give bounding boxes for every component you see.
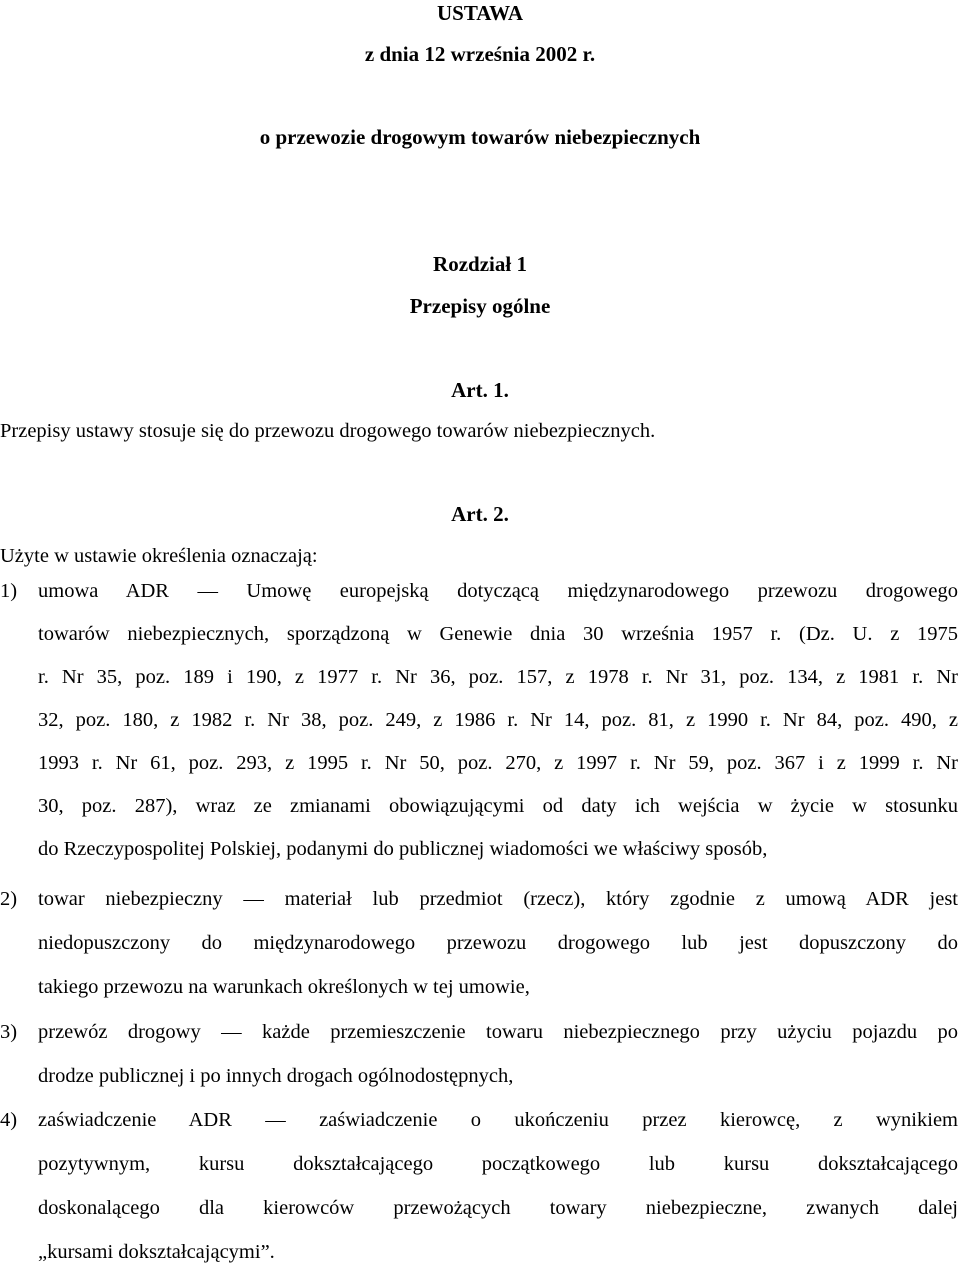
definition-line: doskonalącego dla kierowców przewożących towary niebezpieczne, zwanych dalej (38, 1197, 958, 1219)
definition-line: 30, poz. 287), wraz ze zmianami obowiązującymi od daty ich wejścia w życie w stosunku (38, 795, 958, 817)
act-title: o przewozie drogowym towarów niebezpiecznych (259, 125, 701, 149)
article-2-intro: Użyte w ustawie określenia oznaczają: (0, 545, 318, 567)
definition-line: do Rzeczypospolitej Polskiej, podanymi do publicznej wiadomości we właściwy sposób, (38, 838, 768, 860)
definition-number: 1) (0, 580, 18, 602)
act-date: z dnia 12 września 2002 r. (364, 42, 596, 66)
definition-line: zaświadczenie ADR — zaświadczenie o ukończeniu przez kierowcę, z wynikiem (38, 1109, 958, 1131)
article-1-label: Art. 1. (451, 378, 509, 402)
act-type: USTAWA (437, 1, 523, 25)
article-2-label: Art. 2. (451, 502, 509, 526)
definition-number: 4) (0, 1109, 18, 1131)
definition-line: 32, poz. 180, z 1982 r. Nr 38, poz. 249, z 1986 r. Nr 14, poz. 81, z 1990 r. Nr 84, poz. 490, z (38, 709, 958, 731)
definition-line: umowa ADR — Umowę europejską dotyczącą międzynarodowego przewozu drogowego (38, 580, 958, 602)
article-1-text: Przepisy ustawy stosuje się do przewozu drogowego towarów niebezpiecznych. (0, 420, 656, 442)
definition-line: „kursami dokształcającymi”. (38, 1241, 275, 1263)
definition-line: towar niebezpieczny — materiał lub przedmiot (rzecz), który zgodnie z umową ADR jest (38, 888, 958, 910)
definition-line: 1993 r. Nr 61, poz. 293, z 1995 r. Nr 50, poz. 270, z 1997 r. Nr 59, poz. 367 i z 1999 r. Nr (38, 752, 958, 774)
definition-line: towarów niebezpiecznych, sporządzoną w Genewie dnia 30 września 1957 r. (Dz. U. z 1975 (38, 623, 958, 645)
chapter-title: Przepisy ogólne (409, 294, 551, 318)
definition-line: drodze publicznej i po innych drogach ogólnodostępnych, (38, 1065, 514, 1087)
definition-line: pozytywnym, kursu dokształcającego początkowego lub kursu dokształcającego (38, 1153, 958, 1175)
definition-number: 3) (0, 1021, 18, 1043)
definition-line: przewóz drogowy — każde przemieszczenie towaru niebezpiecznego przy użyciu pojazdu po (38, 1021, 958, 1043)
definition-line: r. Nr 35, poz. 189 i 190, z 1977 r. Nr 36, poz. 157, z 1978 r. Nr 31, poz. 134, z 1981 r. Nr (38, 666, 958, 688)
definition-line: niedopuszczony do międzynarodowego przewozu drogowego lub jest dopuszczony do (38, 932, 958, 954)
definition-line: takiego przewozu na warunkach określonych w tej umowie, (38, 976, 530, 998)
chapter-number: Rozdział 1 (433, 252, 527, 276)
definition-number: 2) (0, 888, 18, 910)
